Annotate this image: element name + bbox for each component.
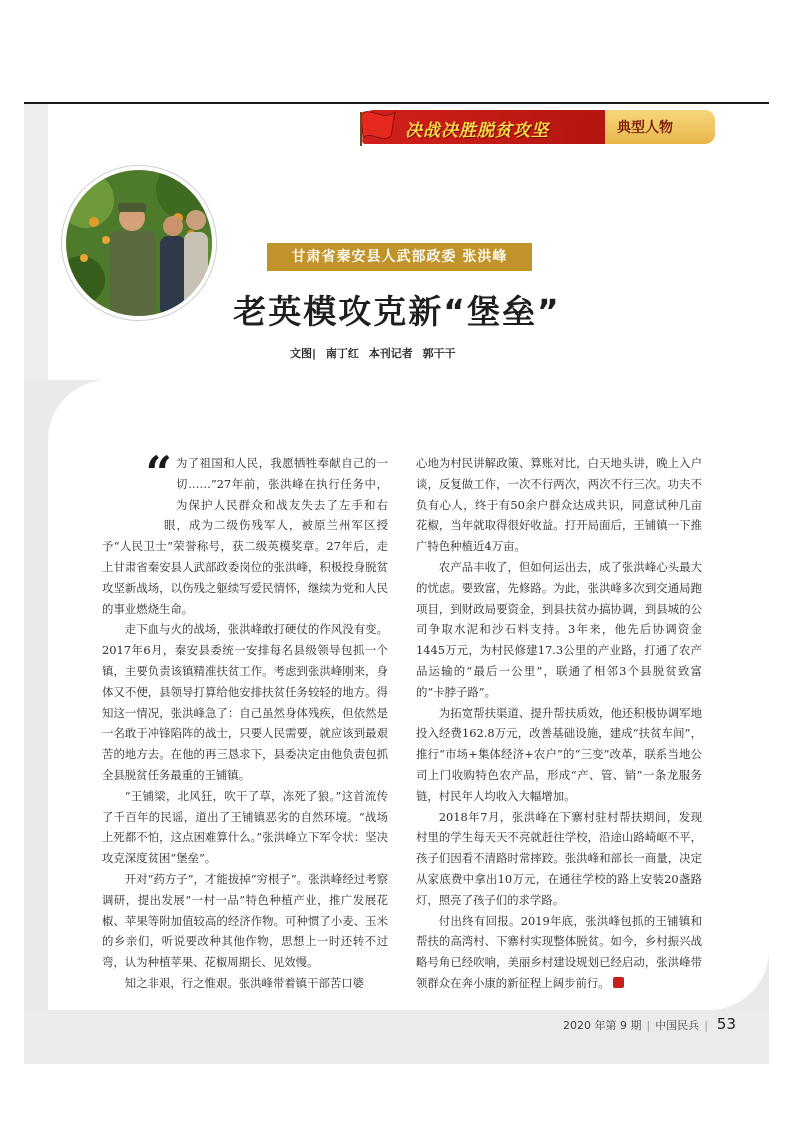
magazine-name: 中国民兵	[655, 1019, 700, 1032]
paragraph-last	[416, 911, 702, 994]
footer-separator: |	[646, 1019, 651, 1032]
top-rule	[24, 102, 769, 104]
paragraph: 农产品丰收了，但如何运出去，成了张洪峰心头最大的忧虑。要致富，先修路。为此，张洪峰多次到交通局跑项目，到财政局要资金，到县扶贫办搞协调，到县城的公司争取水泥和沙石料支持。3年来，他先后协调资金1445万元，为村民修建17.3公里的产业路，打通了农产品运输的“最后一公里”，联通了相邻3个县脱贫致富的“卡脖子路”。	[416, 559, 702, 699]
article-column-right	[416, 453, 702, 994]
paragraph: 为了祖国和人民，我愿牺牲奉献自己的一切……”27年前，张洪峰在执行任务中，为保护人民群众和战友失去了左手和右眼，成为二级伤残军人，被原兰州军区授予“人民卫士”荣誉称号，获二级英模奖章。27年后，走上甘肃省秦安县人武部政委岗位的张洪峰，积极投身脱贫攻坚新战场，以伤残之躯续写爱民情怀，继续为党和人民的事业燃烧生命。	[102, 456, 388, 616]
quote-spacer	[102, 495, 164, 517]
opening-quote-mark: “	[145, 446, 172, 500]
page-footer	[563, 1015, 736, 1033]
article-title: 老英模攻克新“堡垒”	[233, 292, 561, 331]
issue-label: 2020 年第 9 期	[562, 1019, 642, 1032]
paragraph: 知之非艰，行之惟艰。张洪峰带着镇干部苦口婆	[124, 975, 365, 990]
paragraph: 2018年7月，张洪峰在下寨村驻村帮扶期间，发现村里的学生每天天不亮就赶往学校，沿途山路崎岖不平，孩子们因看不清路时常摔跤。张洪峰和部长一商量，决定从家底费中拿出10万元，在通往学校的路上安装20盏路灯，照亮了孩子们的求学路。	[416, 809, 702, 907]
section-banner	[365, 106, 715, 148]
byline-author-1: 南丁红	[325, 347, 359, 360]
paragraph: 为拓宽帮扶渠道、提升帮扶质效，他还积极协调军地投入经费162.8万元，改善基础设施，建成“扶贫车间”，推行“市场+集体经济+农户”的“三变”改革，联系当地公司上门收购特色农产品，形成“产、管、销”一条龙服务链，村民年人均收入大幅增加。	[416, 705, 702, 803]
end-mark-icon	[613, 977, 624, 988]
byline-author-2: 郭干干	[422, 347, 456, 360]
page-number: 53	[716, 1015, 736, 1033]
paragraph-text: 付出终有回报。2019年底，张洪峰包抓的王铺镇和帮扶的高湾村、下寨村实现整体脱贫。如今，乡村振兴战略号角已经吹响，美丽乡村建设规划已经启动，张洪峰带领群众在奔小康的新征程上阔步前行。	[416, 913, 702, 990]
section-label: 典型人物	[617, 120, 673, 136]
flag-icon	[357, 106, 397, 148]
article-column-left	[102, 446, 388, 994]
footer-separator: |	[704, 1019, 708, 1032]
byline-prefix: 文图|	[290, 347, 317, 360]
paragraph: 心地为村民讲解政策、算账对比，白天地头讲，晚上入户谈，反复做工作，一次不行两次，两次不行三次。功夫不负有心人，终于有50余户群众达成共识，同意试种几亩花椒，当年就取得很好收益。打开局面后，王铺镇一下推广特色种植近4万亩。	[416, 456, 702, 554]
paragraph: 开对“药方子”，才能拔掉“穷根子”。张洪峰经过考察调研，提出发展“一村一品”特色种植产业，推广发展花椒、苹果等附加值较高的经济作物。可种惯了小麦、玉米的乡亲们，听说要改种其他作物，思想上一时还转不过弯，认为种植苹果、花椒周期长、见效慢。	[102, 871, 388, 970]
article-subtitle: 甘肃省秦安县人武部政委 张洪峰	[267, 243, 532, 271]
paragraph: “王铺梁，北风狂，吹干了草，冻死了狼。”这首流传了千百年的民谣，道出了王铺镇恶劣的自然环境。“战场上死都不怕，这点困难算什么。”张洪峰立下军令状：坚决攻克深度贫困“堡垒”。	[102, 788, 388, 866]
byline	[290, 345, 462, 361]
byline-role: 本刊记者	[368, 347, 413, 360]
paragraph: 走下血与火的战场，张洪峰敢打硬仗的作风没有变。2017年6月，秦安县委统一安排每名县级领导包抓一个镇，主要负责该镇精准扶贫工作。考虑到张洪峰刚来，身体又不便，县领导打算给他安排扶贫任务较轻的地方。得知这一情况，张洪峰急了：自己虽然身体残疾，但依然是一名敢于冲锋陷阵的战士，只要人民需要，就应该到最艰苦的地方去。在他的再三恳求下，县委决定由他负责包抓全县脱贫任务最重的王铺镇。	[102, 622, 388, 782]
banner-slogan: 决战决胜脱贫攻坚	[405, 121, 549, 141]
